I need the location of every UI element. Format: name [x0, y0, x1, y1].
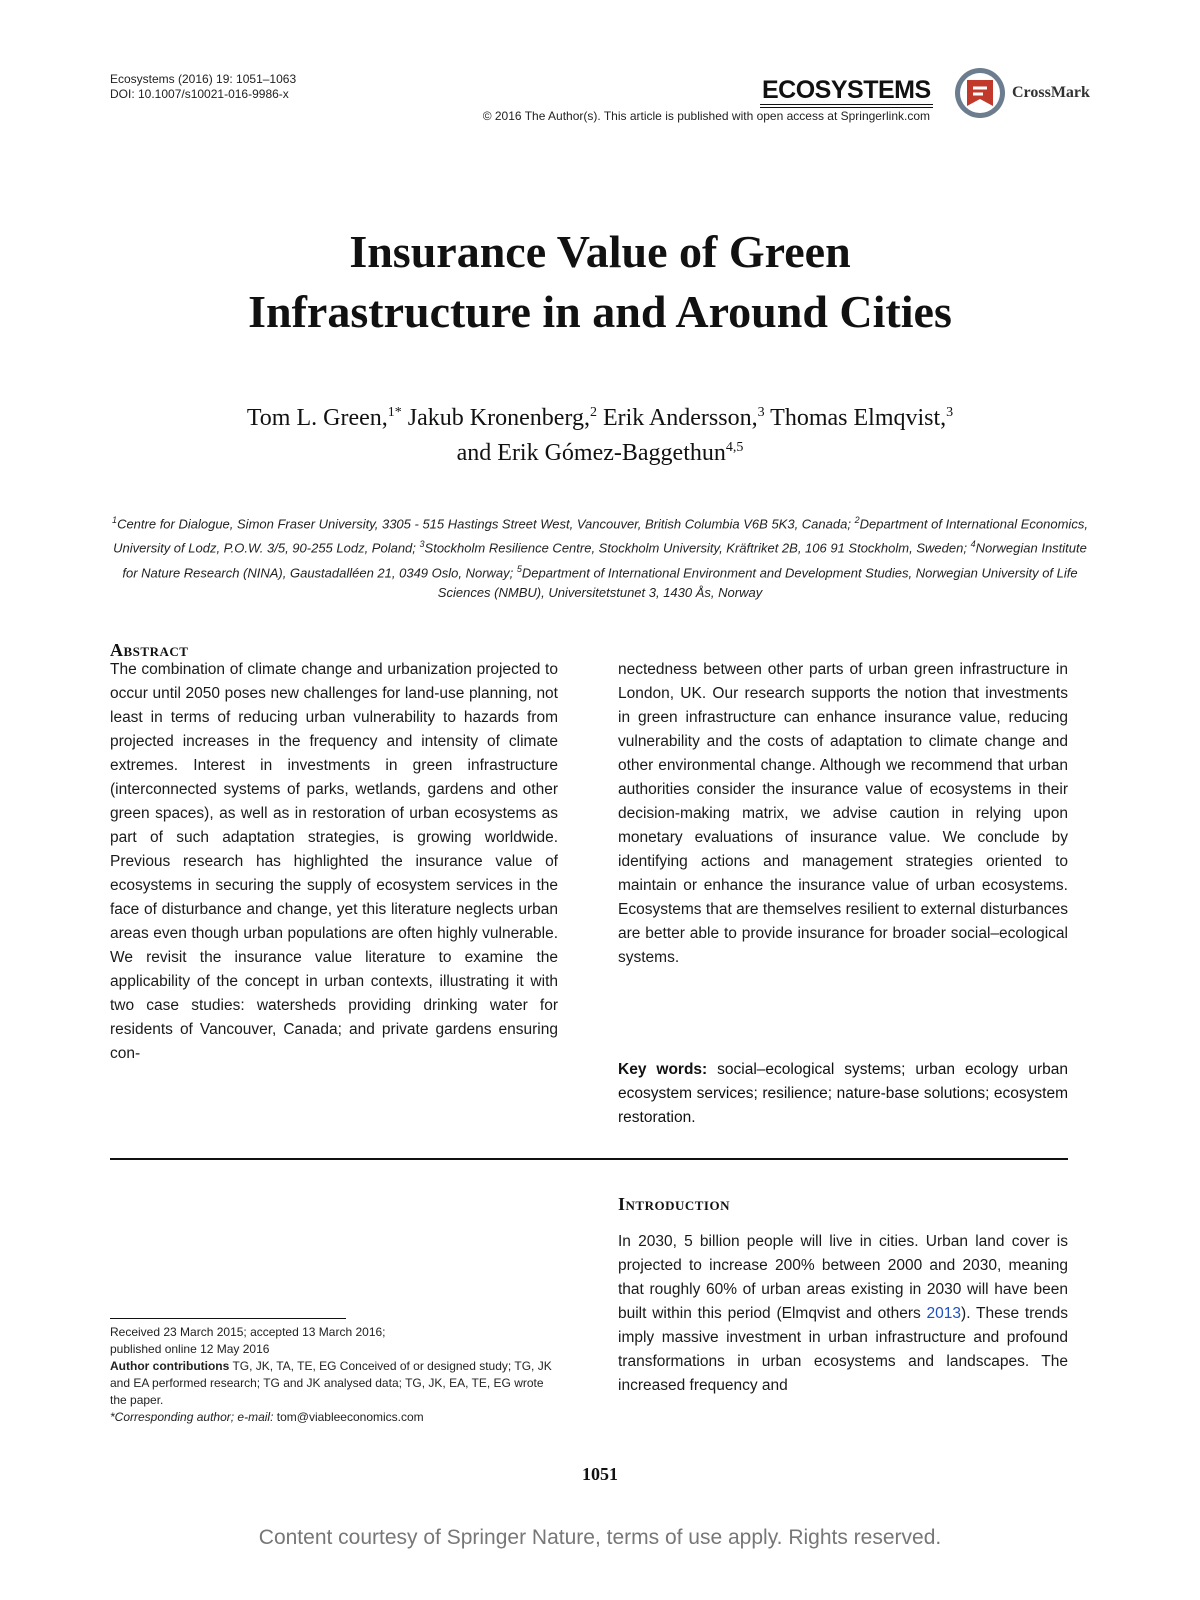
- affil-marker: 2: [854, 515, 860, 525]
- crossmark-icon[interactable]: [953, 66, 1007, 120]
- author-3: Erik Andersson,: [596, 405, 758, 431]
- author-5-affil: 4,5: [725, 440, 744, 455]
- author-3-affil: 3: [757, 405, 765, 420]
- corr-email[interactable]: tom@viableeconomics.com: [273, 1410, 424, 1424]
- intro-text-part-2: ). These trends imply massive investment in urban infrastructure and profound transformations in urban ecosystems and landscapes. The increased frequency and: [618, 1305, 1068, 1394]
- affil-marker: 4: [970, 539, 976, 550]
- paper-title: [0, 222, 1200, 342]
- crossmark-label[interactable]: CrossMark: [1012, 84, 1090, 101]
- keywords-list: social–ecological systems; urban ecology urban ecosystem services; resilience; nature-base solutions; ecosystem restoration.: [618, 1061, 1068, 1126]
- abstract-text-left: The combination of climate change and urbanization projected to occur until 2050 poses new challenges for land-use planning, not least in terms of reducing urban vulnerability to hazards from projected increases in the frequency and intensity of climate extremes. Interest in investments in green infrastructure (interconnected systems of parks, wetlands, gardens and other green spaces), as well as in restoration of urban ecosystems as part of such adaptation strategies, is growing worldwide. Previous research has highlighted the insurance value of ecosystems in securing the supply of ecosystem services in the face of disturbance and change, yet this literature neglects urban areas even though urban populations are often highly vulnerable. We revisit the insurance value literature to examine the applicability of the concept in urban contexts, illustrating it with two case studies: watersheds providing drinking water for residents of Vancouver, Canada; and private gardens ensuring con-: [110, 661, 558, 1062]
- author-list: [0, 398, 1200, 468]
- journal-meta: [110, 72, 296, 102]
- author-2: Jakub Kronenberg,: [401, 405, 590, 431]
- doi[interactable]: DOI: 10.1007/s10021-016-9986-x: [110, 87, 289, 101]
- courtesy-watermark: Content courtesy of Springer Nature, terms of use apply. Rights reserved.: [258, 1526, 942, 1549]
- footnotes: [110, 1324, 562, 1426]
- affiliations: [112, 510, 1088, 603]
- affil-marker: 3: [419, 539, 425, 550]
- author-contributions: [110, 1358, 562, 1409]
- author-5: and Erik Gómez-Baggethun: [456, 440, 726, 466]
- abstract-heading: Abstract: [110, 640, 189, 660]
- abstract-text-right: nectedness between other parts of urban green infrastructure in London, UK. Our research supports the notion that investments in green infrastructure can enhance insurance value, reducing vulnerability and the costs of adaptation to climate change and other environmental change. Although we recommend that urban authorities consider the insurance value of ecosystems in their decision-making matrix, we advise caution in relying upon monetary evaluations of insurance value. We conclude by identifying actions and management strategies oriented to maintain or enhance the insurance value of urban ecosystems. Ecosystems that are themselves resilient to external disturbances are better able to provide insurance for broader social–ecological systems.: [618, 661, 1068, 966]
- author-1: Tom L. Green,: [246, 405, 388, 431]
- citation-link[interactable]: 2013: [926, 1305, 962, 1322]
- title-line-2: Infrastructure in and Around Cities: [248, 286, 952, 337]
- section-divider: [110, 1158, 1068, 1160]
- journal-citation: Ecosystems (2016) 19: 1051–1063: [110, 72, 297, 86]
- copyright-notice: © 2016 The Author(s). This article is published with open access at Springerlink.com: [482, 109, 930, 123]
- author-4-affil: 3: [946, 405, 954, 420]
- contrib-text: TG, JK, TA, TE, EG Conceived of or designed study; TG, JK and EA performed research; TG and JK analysed data; TG, JK, EA, TE, EG wrote the paper.: [110, 1359, 552, 1407]
- keywords-label: Key words:: [618, 1061, 708, 1078]
- intro-text-part-1: In 2030, 5 billion people will live in cities. Urban land cover is projected to increase 200% between 2000 and 2030, meaning that roughly 60% of urban areas existing in 2030 will have been built within this period (Elmqvist and others: [618, 1233, 1068, 1322]
- author-1-affil: 1*: [387, 405, 402, 420]
- footnote-divider: [110, 1318, 346, 1319]
- affiliation-4: Norwegian Institute for Nature Research (NINA), Gaustadalléen 21, 0349 Oslo, Norway;: [122, 540, 1087, 580]
- affil-marker: 5: [516, 563, 522, 574]
- affiliation-3: Stockholm Resilience Centre, Stockholm University, Kräftriket 2B, 106 91 Stockholm, Sweden;: [424, 540, 967, 556]
- corr-label: *Corresponding author; e-mail:: [110, 1410, 274, 1424]
- journal-logo: ECOSYSTEMS: [760, 76, 933, 108]
- author-4: Thomas Elmqvist,: [764, 405, 947, 431]
- corresponding-author: [110, 1409, 562, 1426]
- published-date: published online 12 May 2016: [110, 1342, 270, 1356]
- affiliation-2: Department of International Economics, University of Lodz, P.O.W. 3/5, 90-255 Lodz, Poland;: [113, 516, 1088, 556]
- page-number: 1051: [582, 1464, 618, 1484]
- contrib-label: Author contributions: [110, 1359, 230, 1373]
- affiliation-5: Department of International Environment and Development Studies, Norwegian University of Life Sciences (NMBU), Universitetstunet 3, 1430 Ås, Norway: [437, 564, 1078, 600]
- affil-marker: 1: [112, 515, 118, 525]
- affiliation-1: Centre for Dialogue, Simon Fraser University, 3305 - 515 Hastings Street West, Vancouver, British Columbia V6B 5K3, Canada;: [117, 516, 851, 532]
- introduction-heading: Introduction: [618, 1194, 730, 1214]
- keywords: [618, 1058, 1068, 1130]
- title-line-1: Insurance Value of Green: [349, 226, 851, 277]
- received-date: Received 23 March 2015; accepted 13 March 2016;: [110, 1325, 386, 1339]
- author-2-affil: 2: [589, 405, 597, 420]
- introduction-text: [618, 1230, 1068, 1398]
